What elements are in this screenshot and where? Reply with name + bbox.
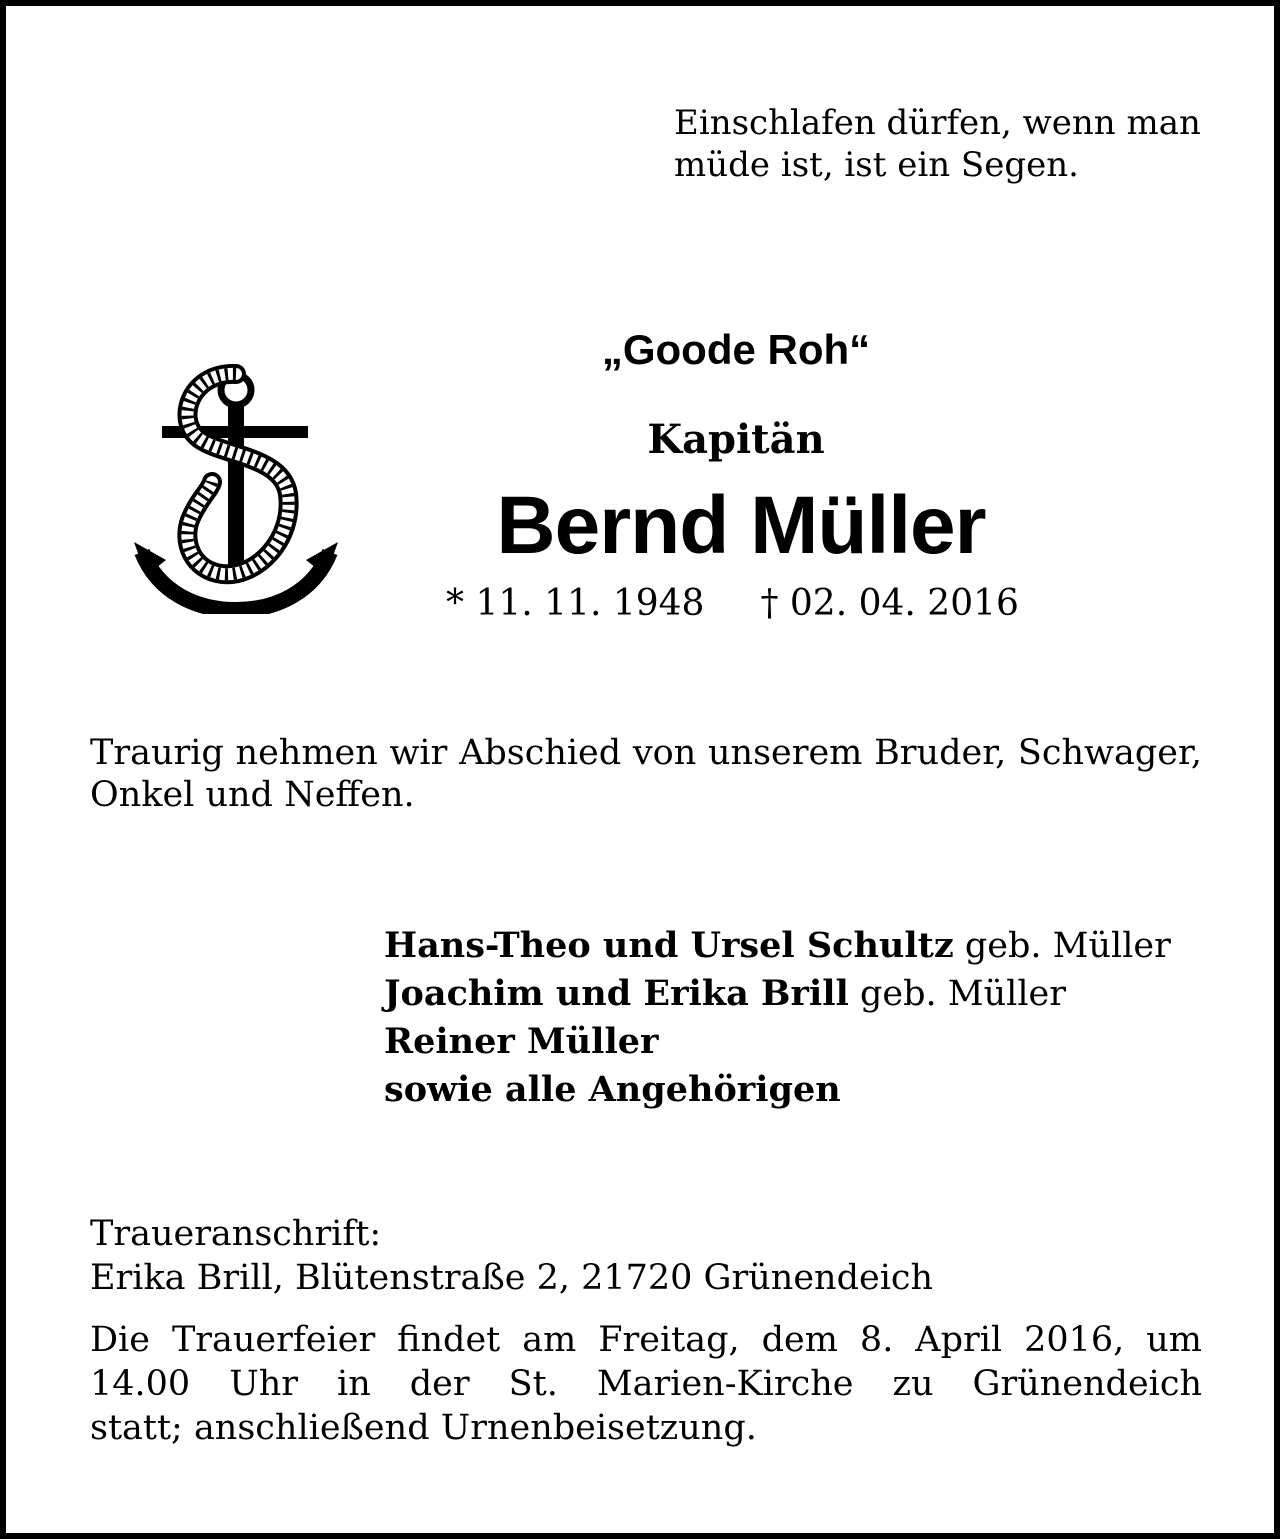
address-value: Erika Brill, Blütenstraße 2, 21720 Grünendeich	[90, 1258, 934, 1298]
mourner-entry	[384, 1066, 1224, 1114]
ceremony-info	[90, 1318, 1202, 1450]
mourner-name: sowie alle Angehörigen	[384, 1069, 841, 1110]
mourner-entry	[384, 970, 1224, 1018]
deceased-name: Bernd Müller	[496, 480, 986, 571]
ceremony-line: statt; anschließend Urnenbeisetzung.	[90, 1408, 757, 1448]
address-label: Traueranschrift:	[90, 1214, 382, 1254]
mourner-name: Hans-Theo und Ursel Schultz	[384, 925, 954, 966]
nickname: „Goode Roh“	[601, 326, 871, 373]
epigraph-line: müde ist, ist ein Segen.	[674, 145, 1079, 185]
mourner-entry	[384, 1018, 1224, 1066]
ceremony-line: Die Trauerfeier findet am Freitag, dem 8. April 2016, um	[90, 1320, 1202, 1360]
farewell-text: Traurig nehmen wir Abschied von unserem Bruder, Schwager, Onkel und Neffen.	[90, 733, 1202, 815]
death-date: † 02. 04. 2016	[760, 583, 1019, 624]
mourner-note: geb. Müller	[859, 974, 1066, 1014]
mourner-entry	[384, 922, 1224, 970]
mourners-list	[384, 922, 1224, 1114]
rank-title: Kapitän	[647, 416, 825, 463]
anchor-with-rope-icon	[132, 364, 342, 614]
life-dates	[446, 582, 1046, 626]
ceremony-line: 14.00 Uhr in der St. Marien-Kirche zu Grünendeich	[90, 1364, 1202, 1404]
epigraph	[674, 102, 1214, 186]
mourner-name: Joachim und Erika Brill	[384, 973, 849, 1014]
mourning-address	[90, 1212, 1202, 1300]
mourner-name: Reiner Müller	[384, 1021, 659, 1062]
birth-date: * 11. 11. 1948	[446, 583, 705, 624]
epigraph-line: Einschlafen dürfen, wenn man	[674, 103, 1201, 143]
mourner-note: geb. Müller	[964, 926, 1171, 966]
